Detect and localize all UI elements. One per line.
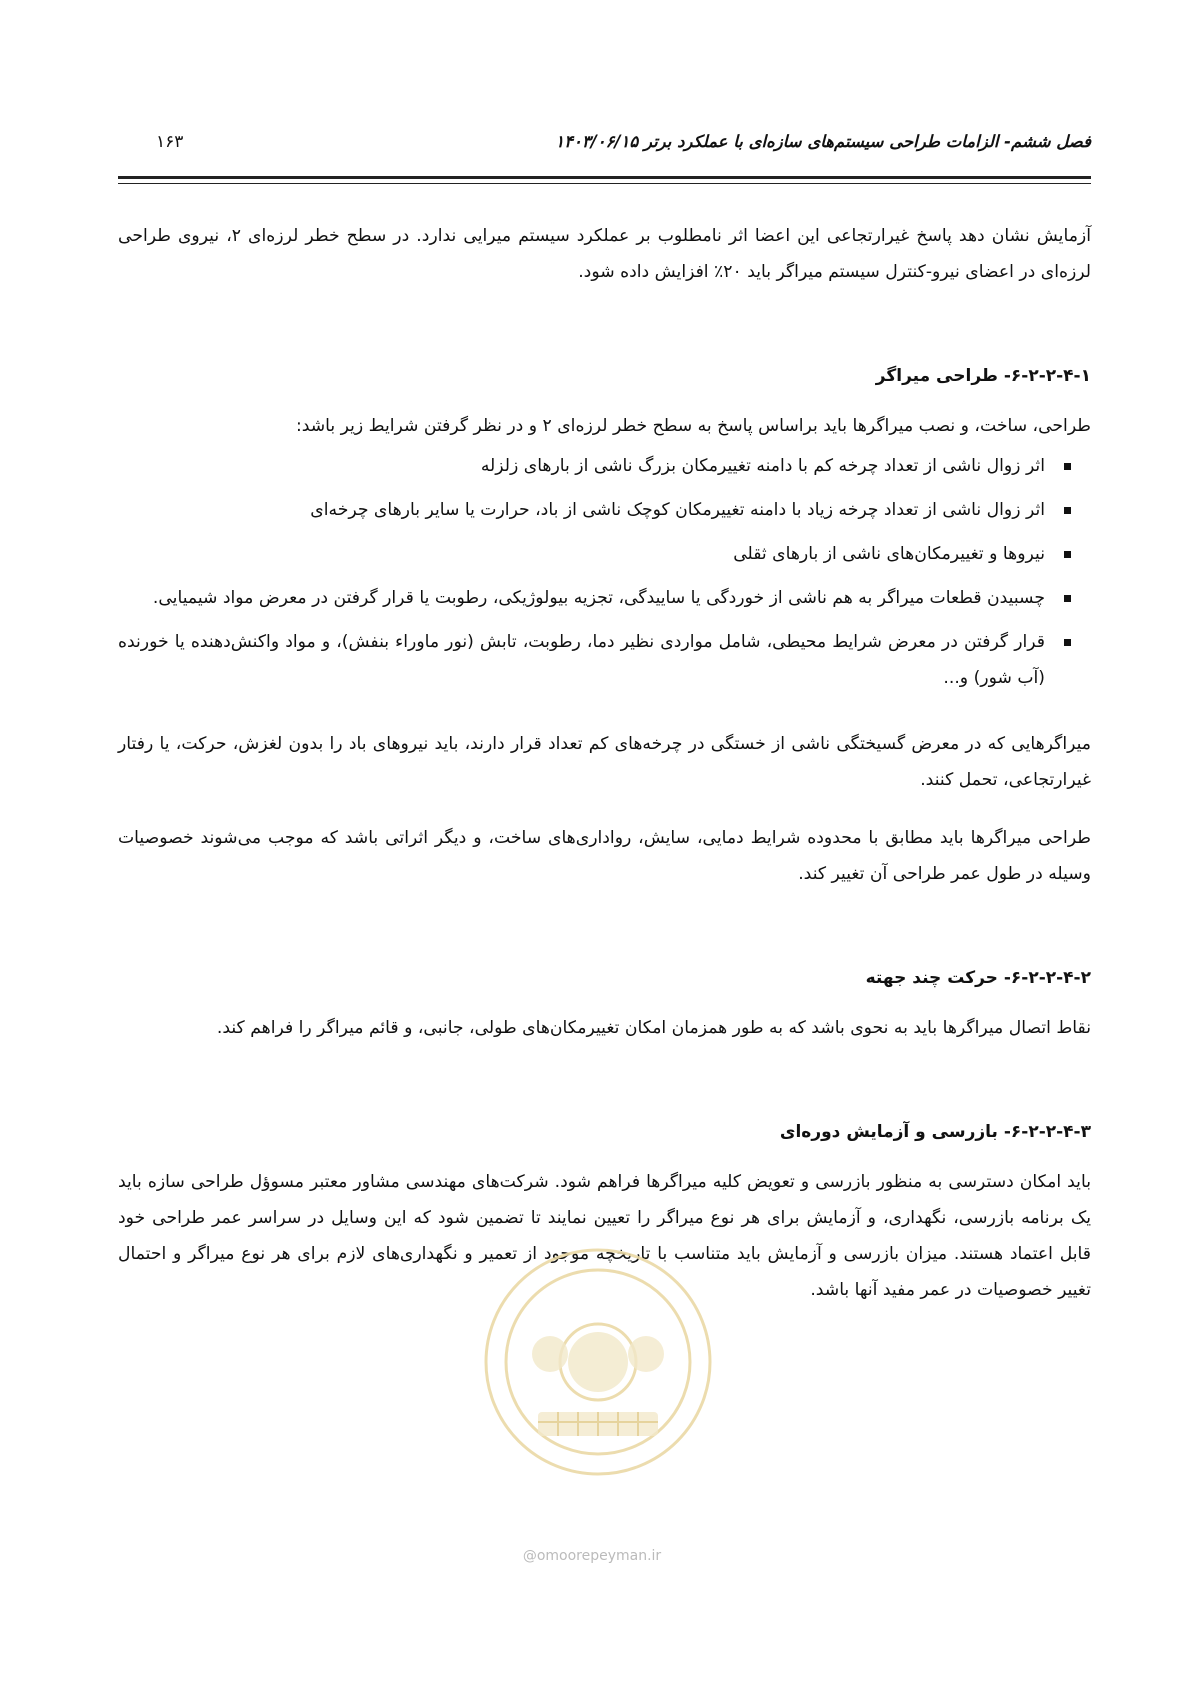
bullet-icon [1064, 639, 1071, 646]
list-item: قرار گرفتن در معرض شرایط محیطی، شامل مواردی نظیر دما، رطوبت، تابش (نور ماوراء بنفش)، و مواد واکنش‌دهنده یا خورنده (آب شور) و... [118, 624, 1091, 696]
list-item: نیروها و تغییرمکان‌های ناشی از بارهای ثقلی [118, 536, 1091, 572]
list-item: اثر زوال ناشی از تعداد چرخه زیاد با دامنه تغییرمکان کوچک ناشی از باد، حرارت یا سایر بارهای چرخه‌ای [118, 492, 1091, 528]
paragraph: طراحی میراگرها باید مطابق با محدوده شرایط دمایی، سایش، رواداری‌های ساخت، و دیگر اثراتی باشد که موجب می‌شوند خصوصیات وسیله در طول عمر طراحی آن تغییر کند. [118, 828, 1091, 884]
bullet-icon [1064, 463, 1071, 470]
section-heading-damper-design: ۶-۲-۲-۴-۱- طراحی میراگر [875, 366, 1091, 386]
section-lead: طراحی، ساخت، و نصب میراگرها باید براساس پاسخ به سطح خطر لرزه‌ای ۲ و در نظر گرفتن شرایط زیر باشد: [295, 416, 1091, 436]
section-heading-inspection-testing: ۶-۲-۲-۴-۳- بازرسی و آزمایش دوره‌ای [779, 1122, 1091, 1142]
spacer [118, 1046, 1091, 1114]
header-title: فصل ششم- الزامات طراحی سیستم‌های سازه‌ای با عملکرد برتر ۱۴۰۳/۰۶/۱۵ [555, 132, 1091, 151]
paragraph: میراگرهایی که در معرض گسیختگی ناشی از خستگی در چرخه‌های کم تعداد قرار دارند، باید نیروهای باد را بدون لغزش، حرکت، یا رفتار غیرارتجاعی، تحمل کنند. [118, 734, 1091, 790]
spacer [118, 704, 1091, 726]
spacer [118, 798, 1091, 820]
page-header [118, 128, 1091, 168]
list-item: چسبیدن قطعات میراگر به هم ناشی از خوردگی یا ساییدگی، تجزیه بیولوژیکی، رطوبت یا قرار گرفتن در معرض مواد شیمیایی. [118, 580, 1091, 616]
watermark-url: @omoorepeyman.ir [522, 1548, 662, 1564]
bullet-icon [1064, 551, 1071, 558]
document-body [118, 218, 1091, 1308]
header-rule-thin [118, 183, 1091, 184]
conditions-list [118, 448, 1091, 696]
bullet-icon [1064, 507, 1071, 514]
section-heading-multidirectional-movement: ۶-۲-۲-۴-۲- حرکت چند جهته [865, 968, 1091, 988]
page-number: ۱۶۳ [156, 132, 184, 152]
spacer [118, 892, 1091, 960]
watermark-logo-icon [478, 1242, 718, 1482]
paragraph: نقاط اتصال میراگرها باید به نحوی باشد که به طور همزمان امکان تغییرمکان‌های طولی، جانبی، و قائم میراگر را فراهم کند. [216, 1018, 1091, 1038]
paragraph: باید امکان دسترسی به منظور بازرسی و تعویض کلیه میراگرها فراهم شود. شرکت‌های مهندسی مشاور معتبر مسوؤل طراحی سازه باید یک برنامه بازرسی، نگهداری، و آزمایش برای هر نوع میراگر را تعیین نمایند تا تضمین شود که این وسایل در سراسر عمر طراحی خود قابل اعتماد هستند. میزان بازرسی و آزمایش باید متناسب با تاریخچه موجود از تعمیر و نگهداری‌های لازم برای هر نوع میراگر و احتمال تغییر خصوصیات در عمر مفید آنها باشد. [118, 1172, 1091, 1300]
spacer [118, 290, 1091, 358]
list-item: اثر زوال ناشی از تعداد چرخه کم با دامنه تغییرمکان بزرگ ناشی از بارهای زلزله [118, 448, 1091, 484]
bullet-icon [1064, 595, 1071, 602]
header-rule-thick [118, 176, 1091, 179]
intro-paragraph: آزمایش نشان دهد پاسخ غیرارتجاعی این اعضا اثر نامطلوب بر عملکرد سیستم میرایی ندارد. در سطح خطر لرزه‌ای ۲، نیروی طراحی لرزه‌ای در اعضای نیرو-کنترل سیستم میراگر باید ۲۰٪ افزایش داده شود. [118, 226, 1091, 282]
